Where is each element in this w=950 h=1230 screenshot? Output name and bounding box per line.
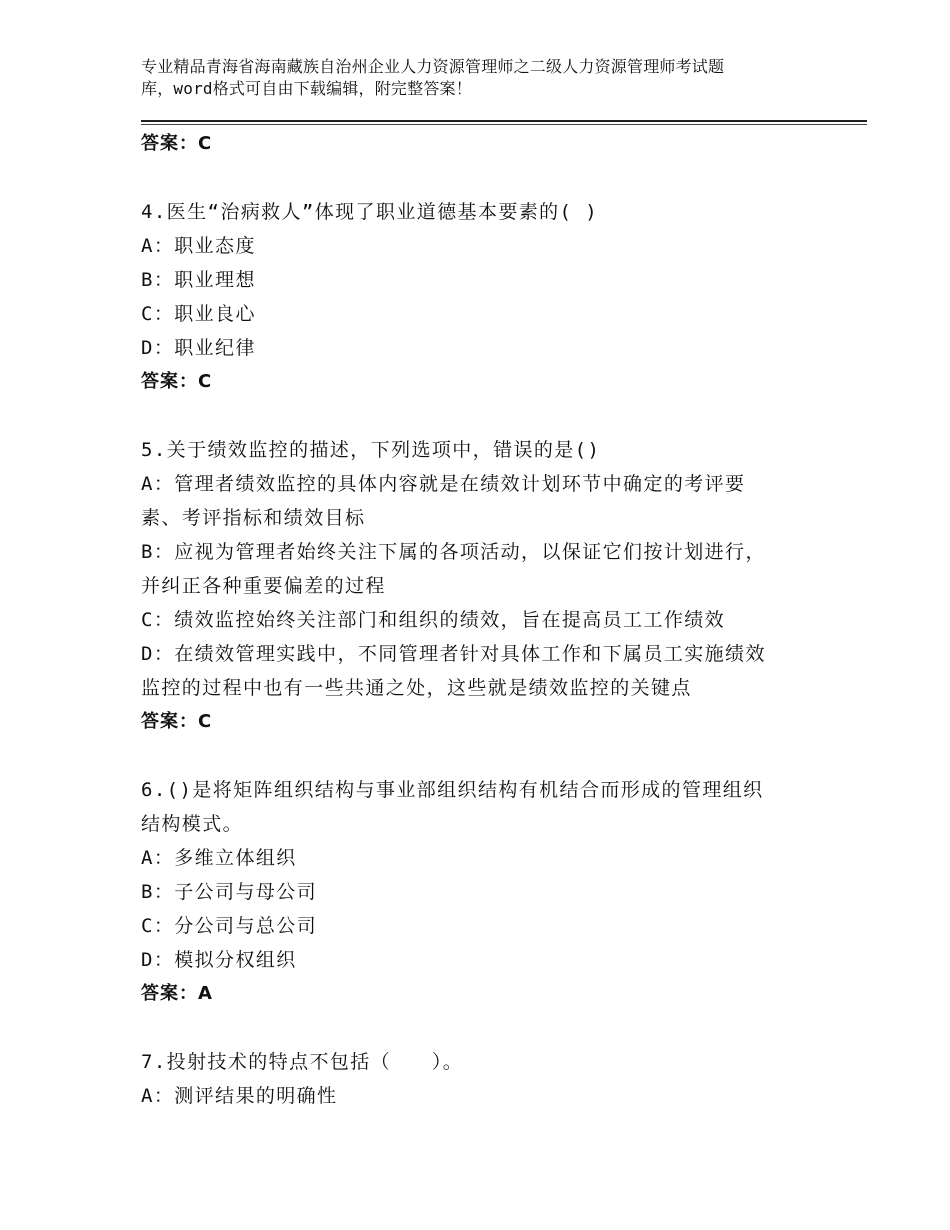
option-line: A：职业态度 (141, 235, 256, 257)
option-line: 并纠正各种重要偏差的过程 (141, 575, 386, 597)
option-line: D：职业纪律 (141, 337, 256, 359)
question-block (141, 433, 821, 739)
option-line: B：职业理想 (141, 269, 256, 291)
option-line: A：管理者绩效监控的具体内容就是在绩效计划环节中确定的考评要 (141, 473, 746, 495)
answer-line: 答案：C (141, 371, 213, 392)
option-line: 素、考评指标和绩效目标 (141, 507, 366, 529)
header-line-2: 库，word格式可自由下载编辑，附完整答案！ (141, 79, 472, 98)
question-block (141, 195, 821, 399)
question-stem: 4.医生“治病救人”体现了职业道德基本要素的( ) (141, 201, 599, 223)
option-line: C：绩效监控始终关注部门和组织的绩效，旨在提高员工工作绩效 (141, 609, 726, 631)
question-list (141, 127, 821, 1113)
questions-container (141, 195, 821, 1113)
option-line: 监控的过程中也有一些共通之处，这些就是绩效监控的关键点 (141, 677, 692, 699)
option-line: D：在绩效管理实践中，不同管理者针对具体工作和下属员工实施绩效 (141, 643, 766, 665)
question-block (141, 773, 821, 1011)
page-header (141, 56, 831, 100)
option-line: C：分公司与总公司 (141, 915, 318, 937)
previous-answer: 答案：C (141, 133, 213, 154)
option-line: A：测评结果的明确性 (141, 1085, 338, 1107)
question-block (141, 1045, 821, 1113)
option-line: D：模拟分权组织 (141, 949, 297, 971)
header-divider-thin (141, 124, 867, 125)
header-line-1: 专业精品青海省海南藏族自治州企业人力资源管理师之二级人力资源管理师考试题 (141, 57, 725, 76)
question-stem: 结构模式。 (141, 813, 244, 835)
option-line: C：职业良心 (141, 303, 256, 325)
question-stem: 5.关于绩效监控的描述，下列选项中，错误的是() (141, 439, 601, 461)
question-stem: 7.投射技术的特点不包括（ ）。 (141, 1051, 464, 1073)
header-divider-thick (141, 120, 867, 122)
question-stem: 6.()是将矩阵组织结构与事业部组织结构有机结合而形成的管理组织 (141, 779, 764, 801)
option-line: B：子公司与母公司 (141, 881, 318, 903)
option-line: B：应视为管理者始终关注下属的各项活动，以保证它们按计划进行， (141, 541, 766, 563)
answer-line: 答案：C (141, 711, 213, 732)
answer-line: 答案：A (141, 983, 213, 1004)
option-line: A：多维立体组织 (141, 847, 297, 869)
